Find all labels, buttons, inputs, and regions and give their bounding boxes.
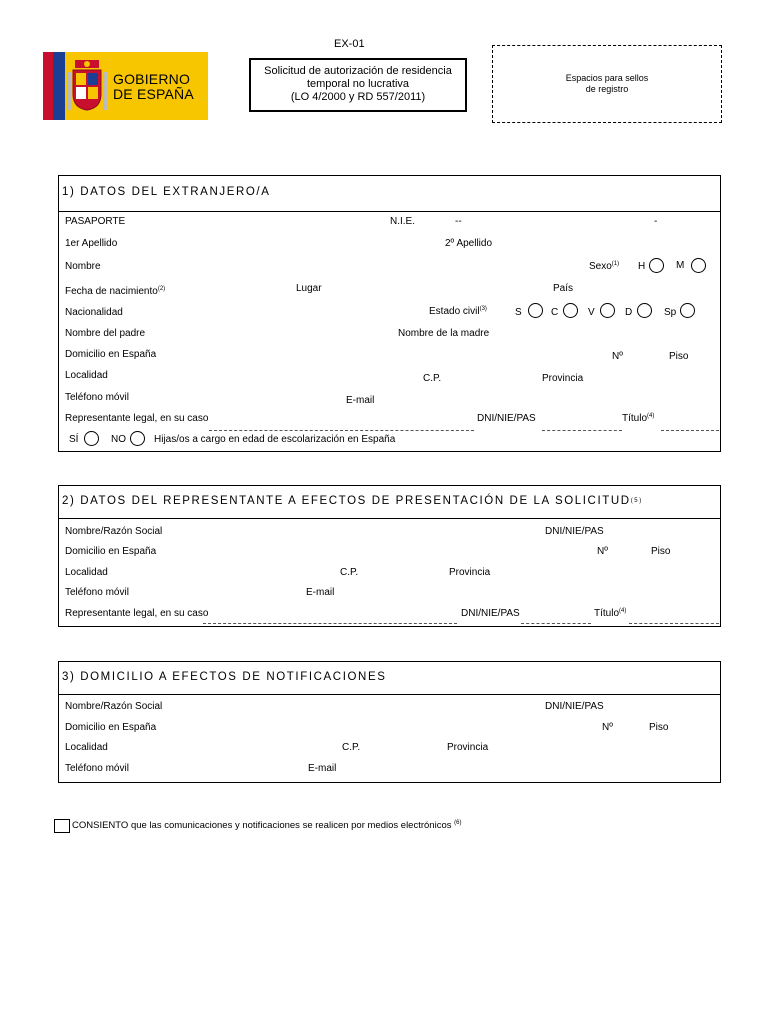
sexo-h-radio[interactable] <box>649 258 664 273</box>
sexo-h-label: H <box>638 261 646 272</box>
estado-c-radio[interactable] <box>563 303 578 318</box>
lugar-label: Lugar <box>296 283 322 294</box>
section-datos-representante <box>58 485 721 627</box>
sexo-label: Sexo$^{(1)}$ <box>589 261 620 272</box>
nie-separator-2: - <box>654 216 658 227</box>
hijos-si-radio[interactable] <box>84 431 99 446</box>
estado-sp-radio[interactable] <box>680 303 695 318</box>
form-title: Solicitud de autorización de residencia temporal no lucrativa (LO 4/2000 y RD 557/2011) <box>249 58 467 112</box>
s2-email-label: E-mail <box>306 587 335 598</box>
titulo-line[interactable] <box>661 430 719 431</box>
coat-of-arms-icon <box>67 58 107 114</box>
si-label: SÍ <box>69 434 79 445</box>
section-datos-extranjero <box>58 175 721 452</box>
s2-nombre-label: Nombre/Razón Social <box>65 526 163 537</box>
s2-telefono-label: Teléfono móvil <box>65 587 129 598</box>
no-label: NO <box>111 434 126 445</box>
nacionalidad-label: Nacionalidad <box>65 307 123 318</box>
pasaporte-label: PASAPORTE <box>65 216 126 227</box>
padre-label: Nombre del padre <box>65 328 146 339</box>
apellido2-label: 2º Apellido <box>445 238 493 249</box>
consent-label: CONSIENTO que las comunicaciones y notificaciones se realicen por medios electrónicos $^{(6)}$ <box>72 820 462 831</box>
s3-telefono-label: Teléfono móvil <box>65 763 129 774</box>
s2-representante-line[interactable] <box>203 623 457 624</box>
estado-s-radio[interactable] <box>528 303 543 318</box>
representante-label: Representante legal, en su caso <box>65 413 209 424</box>
madre-label: Nombre de la madre <box>398 328 490 339</box>
section-1-title: 1) DATOS DEL EXTRANJERO/A <box>59 176 720 212</box>
representante-line[interactable] <box>209 430 474 431</box>
s3-numero-label: Nº <box>602 722 613 733</box>
registry-stamp-area: Espacios para sellos de registro <box>492 45 722 123</box>
s3-dni-label: DNI/NIE/PAS <box>545 701 604 712</box>
hijos-no-radio[interactable] <box>130 431 145 446</box>
estado-c-label: C <box>551 307 559 318</box>
estado-v-label: V <box>588 307 595 318</box>
s2-domicilio-label: Domicilio en España <box>65 546 157 557</box>
s3-email-label: E-mail <box>308 763 337 774</box>
s3-domicilio-label: Domicilio en España <box>65 722 157 733</box>
s2-numero-label: Nº <box>597 546 608 557</box>
section-domicilio-notificaciones <box>58 661 721 783</box>
nie-separator-1: -- <box>455 216 462 227</box>
telefono-label: Teléfono móvil <box>65 392 129 403</box>
nombre-label: Nombre <box>65 261 101 272</box>
s2-dni-label: DNI/NIE/PAS <box>545 526 604 537</box>
s2-localidad-label: Localidad <box>65 567 108 578</box>
s3-cp-label: C.P. <box>342 742 361 753</box>
s3-localidad-label: Localidad <box>65 742 108 753</box>
section-2-title: 2) DATOS DEL REPRESENTANTE A EFECTOS DE PRESENTACIÓN DE LA SOLICITUD$^{(5)}$ <box>59 486 720 519</box>
fecha-nacimiento-label: Fecha de nacimiento$^{(2)}$ <box>65 286 166 297</box>
localidad-label: Localidad <box>65 370 108 381</box>
s2-piso-label: Piso <box>651 546 671 557</box>
domicilio-label: Domicilio en España <box>65 349 157 360</box>
s2-representante-label: Representante legal, en su caso <box>65 608 209 619</box>
numero-label: Nº <box>612 351 623 362</box>
s2-titulo-line[interactable] <box>629 623 719 624</box>
estado-civil-label: Estado civil$^{(3)}$ <box>429 306 487 317</box>
piso-label: Piso <box>669 351 689 362</box>
titulo-label: Título$^{(4)}$ <box>622 413 655 424</box>
estado-sp-label: Sp <box>664 307 677 318</box>
sexo-m-label: M <box>676 260 685 271</box>
sexo-m-radio[interactable] <box>691 258 706 273</box>
s3-piso-label: Piso <box>649 722 669 733</box>
logo-flag-strip <box>43 52 65 120</box>
s2-dni-line[interactable] <box>521 623 591 624</box>
pais-label: País <box>553 283 574 294</box>
nie-label: N.I.E. <box>390 216 416 227</box>
consent-checkbox[interactable] <box>54 819 70 833</box>
provincia-label: Provincia <box>542 373 584 384</box>
gobierno-logo <box>43 52 208 120</box>
email-label: E-mail <box>346 395 375 406</box>
s2-dni2-label: DNI/NIE/PAS <box>461 608 520 619</box>
s3-nombre-label: Nombre/Razón Social <box>65 701 163 712</box>
logo-text: GOBIERNO DE ESPAÑA <box>113 71 194 102</box>
form-code: EX-01 <box>334 38 365 50</box>
section-3-title: 3) DOMICILIO A EFECTOS DE NOTIFICACIONES <box>59 662 720 695</box>
hijos-label: Hijas/os a cargo en edad de escolarización en España <box>154 434 396 445</box>
dni-line[interactable] <box>542 430 622 431</box>
estado-s-label: S <box>515 307 522 318</box>
estado-d-radio[interactable] <box>637 303 652 318</box>
cp-label: C.P. <box>423 373 442 384</box>
apellido1-label: 1er Apellido <box>65 238 118 249</box>
estado-v-radio[interactable] <box>600 303 615 318</box>
dni-label: DNI/NIE/PAS <box>477 413 536 424</box>
estado-d-label: D <box>625 307 633 318</box>
s2-titulo-label: Título$^{(4)}$ <box>594 608 627 619</box>
s3-provincia-label: Provincia <box>447 742 489 753</box>
s2-cp-label: C.P. <box>340 567 359 578</box>
s2-provincia-label: Provincia <box>449 567 491 578</box>
